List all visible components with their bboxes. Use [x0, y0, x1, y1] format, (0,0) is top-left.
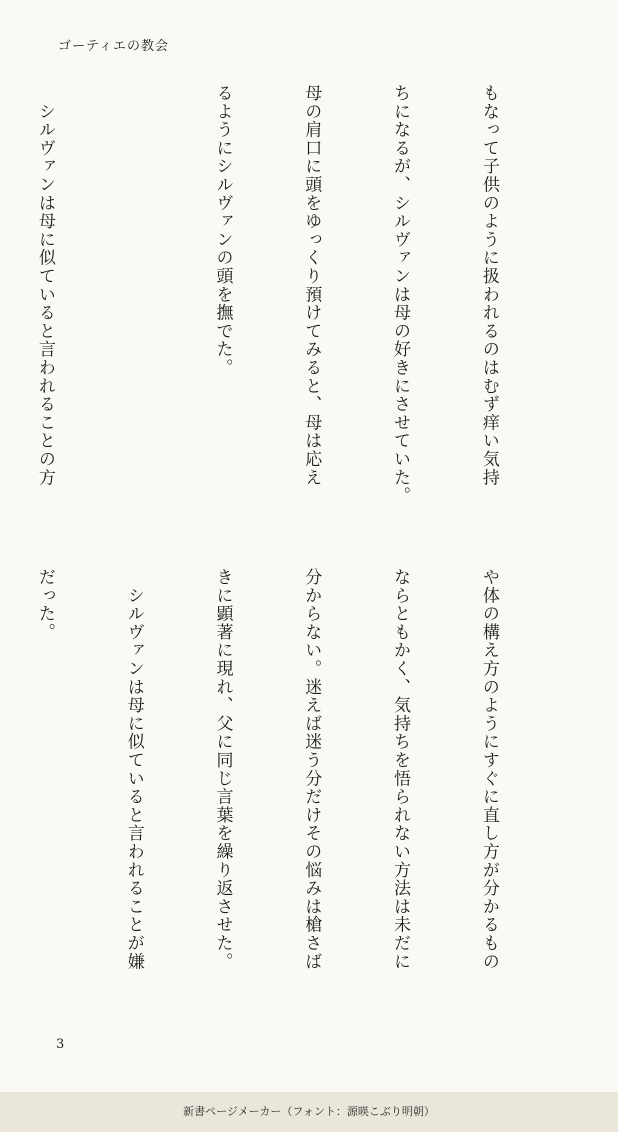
text-line: シルヴァンは母に似ていると言われることの方 — [34, 84, 55, 487]
text-line: もなって子供のように扱われるのはむず痒い気持 — [478, 84, 499, 487]
page-number: 3 — [56, 1037, 65, 1052]
text-line: や体の構え方のようにすぐに直し方が分かるもの — [478, 568, 499, 971]
text-line: だった。 — [34, 568, 55, 642]
text-line: 分からない。迷えば迷う分だけその悩みは槍さば — [301, 568, 322, 971]
text-block-bottom — [0, 568, 562, 1008]
text-line: ちになるが、シルヴァンは母の好きにさせていた。 — [390, 84, 411, 505]
text-line: ならともかく、気持ちを悟られない方法は未だに — [390, 568, 411, 971]
text-line: 母の肩口に頭をゆっくり預けてみると、母は応え — [301, 84, 322, 487]
text-line: シルヴァンは母に似ていると言われることが嫌 — [123, 568, 144, 971]
blank-line — [118, 84, 148, 524]
footer-credit: 新書ページメーカー（フォント：源暎こぶり明朝） — [183, 1105, 435, 1118]
running-title: ゴーティエの教会 — [58, 39, 169, 54]
text-line: きに顕著に現れ、父に同じ言葉を繰り返させた。 — [212, 568, 233, 971]
text-block-top — [0, 84, 562, 524]
text-line: るようにシルヴァンの頭を撫でた。 — [212, 84, 233, 377]
